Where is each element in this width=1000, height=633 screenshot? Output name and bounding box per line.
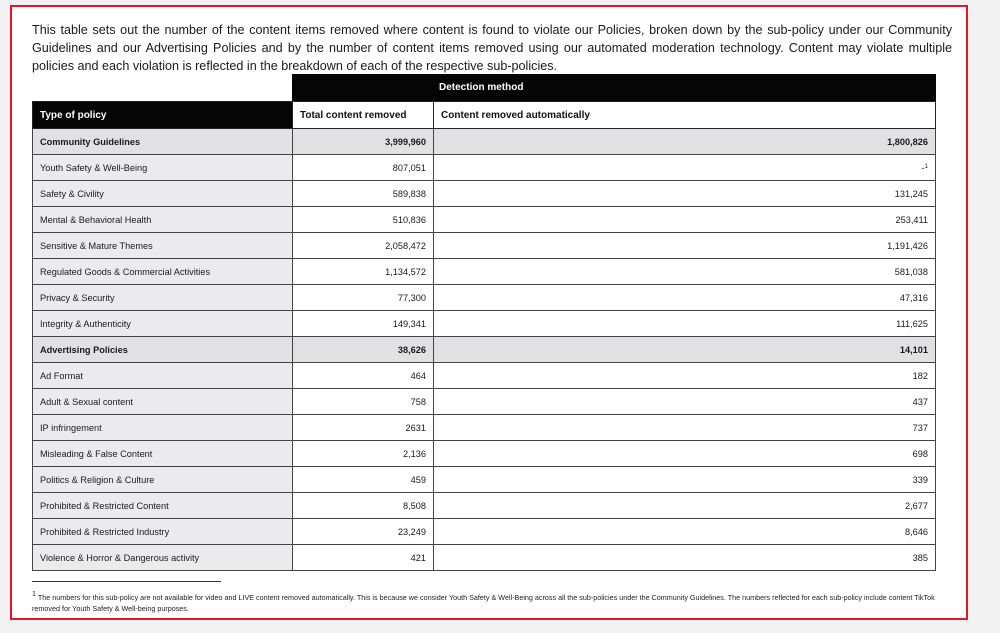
policy-name: Safety & Civility [33, 181, 293, 207]
auto-removed: 8,646 [434, 519, 936, 545]
table-row [33, 311, 936, 337]
total-removed: 464 [293, 363, 434, 389]
policy-name: Adult & Sexual content [33, 389, 293, 415]
total-removed: 149,341 [293, 311, 434, 337]
auto-removed: 581,038 [434, 259, 936, 285]
column-header-row [33, 102, 936, 129]
total-removed: 1,134,572 [293, 259, 434, 285]
policy-name: Advertising Policies [33, 337, 293, 363]
document-page [10, 5, 968, 620]
table-row [33, 259, 936, 285]
total-removed: 510,836 [293, 207, 434, 233]
total-removed: 2,058,472 [293, 233, 434, 259]
table-row [33, 181, 936, 207]
policy-name: Prohibited & Restricted Content [33, 493, 293, 519]
table-row [33, 493, 936, 519]
policy-table [32, 74, 936, 571]
table-row-group [33, 129, 936, 155]
footnote-divider [32, 581, 221, 582]
policy-name: Youth Safety & Well-Being [33, 155, 293, 181]
table-row [33, 519, 936, 545]
table-row-group [33, 337, 936, 363]
policy-name: Privacy & Security [33, 285, 293, 311]
footnote-marker: 1 [32, 591, 36, 598]
auto-removed: 111,625 [434, 311, 936, 337]
policy-name: Ad Format [33, 363, 293, 389]
auto-removed: 182 [434, 363, 936, 389]
table-row [33, 415, 936, 441]
auto-removed: 437 [434, 389, 936, 415]
table-row [33, 363, 936, 389]
auto-removed: 47,316 [434, 285, 936, 311]
table-row [33, 285, 936, 311]
footnote-text: The numbers for this sub-policy are not available for video and LIVE content removed automatically. This is because we consider Youth Safety & Well-Being across all the sub-policies under the Community Guidelines. The numbers reflected for each sub-policy include content TikTok removed for Youth Safety & Well-being purposes. [32, 593, 935, 613]
table-row [33, 389, 936, 415]
auto-removed [434, 155, 936, 181]
footnote [32, 590, 942, 614]
table-row [33, 233, 936, 259]
auto-removed: 131,245 [434, 181, 936, 207]
auto-removed: 2,677 [434, 493, 936, 519]
total-removed: 3,999,960 [293, 129, 434, 155]
header-spacer [33, 74, 293, 102]
policy-name: Politics & Religion & Culture [33, 467, 293, 493]
policy-name: Sensitive & Mature Themes [33, 233, 293, 259]
total-removed: 758 [293, 389, 434, 415]
policy-name: Prohibited & Restricted Industry [33, 519, 293, 545]
auto-removed-header: Content removed automatically [434, 102, 936, 129]
total-removed: 8,508 [293, 493, 434, 519]
total-removed: 38,626 [293, 337, 434, 363]
auto-removed: 1,191,426 [434, 233, 936, 259]
footnote-reference[interactable]: 1 [924, 163, 929, 170]
intro-paragraph: This table sets out the number of the content items removed where content is found to violate our Policies, broken down by the sub-policy under our Community Guidelines and our Advertising Policies and by the number of content items removed using our automated moderation technology. Content may violate multiple policies and each violation is reflected in the breakdown of each of the respective sub-policies. [32, 23, 952, 73]
auto-removed: 14,101 [434, 337, 936, 363]
policy-name: Misleading & False Content [33, 441, 293, 467]
auto-removed: 698 [434, 441, 936, 467]
policy-name: Community Guidelines [33, 129, 293, 155]
auto-removed: 1,800,826 [434, 129, 936, 155]
table-row [33, 545, 936, 571]
total-removed: 421 [293, 545, 434, 571]
policy-name: Mental & Behavioral Health [33, 207, 293, 233]
table-row [33, 155, 936, 181]
group-header-row [33, 74, 936, 102]
detection-method-header: Detection method [293, 74, 936, 102]
policy-name: Regulated Goods & Commercial Activities [33, 259, 293, 285]
auto-removed: 253,411 [434, 207, 936, 233]
type-of-policy-header: Type of policy [33, 102, 293, 129]
total-removed: 807,051 [293, 155, 434, 181]
total-removed: 2631 [293, 415, 434, 441]
policy-name: Violence & Horror & Dangerous activity [33, 545, 293, 571]
auto-removed: 737 [434, 415, 936, 441]
table-row [33, 441, 936, 467]
total-removed: 2,136 [293, 441, 434, 467]
total-removed: 459 [293, 467, 434, 493]
policy-name: IP infringement [33, 415, 293, 441]
auto-removed: 339 [434, 467, 936, 493]
policy-name: Integrity & Authenticity [33, 311, 293, 337]
total-removed-header: Total content removed [293, 102, 434, 129]
auto-removed: 385 [434, 545, 936, 571]
table-row [33, 207, 936, 233]
table-row [33, 467, 936, 493]
total-removed: 589,838 [293, 181, 434, 207]
total-removed: 23,249 [293, 519, 434, 545]
auto-removed-value: - [921, 162, 925, 173]
total-removed: 77,300 [293, 285, 434, 311]
